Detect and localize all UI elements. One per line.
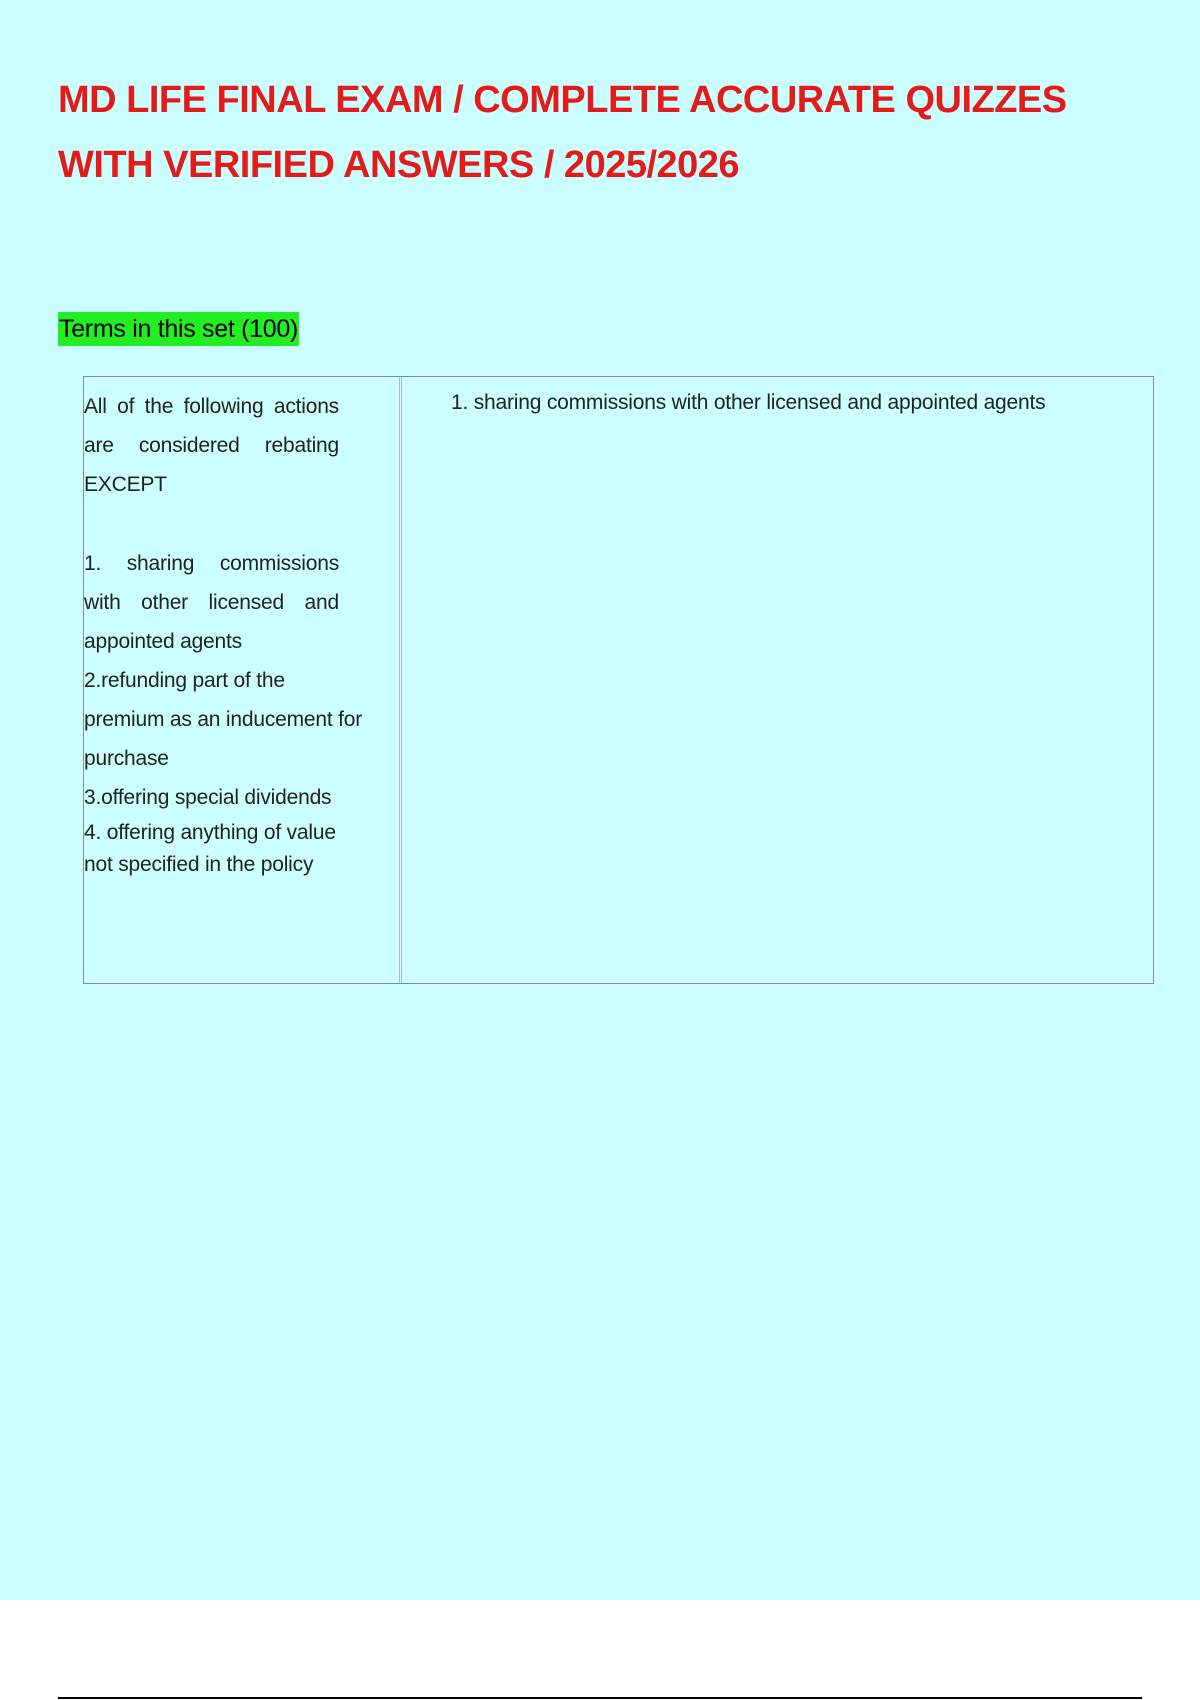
spacer — [84, 504, 399, 544]
answer-text: 1. sharing commissions with other licensed and appointed agents — [451, 391, 1046, 414]
answer-cell — [402, 377, 1153, 983]
terms-count-label: Terms in this set (100) — [58, 312, 299, 346]
footer-divider — [58, 1697, 1142, 1699]
flashcard-table — [83, 376, 1154, 984]
question-cell — [84, 377, 402, 983]
option-2: 2.refunding part of the premium as an inducement for purchase — [84, 669, 363, 770]
document-title: MD LIFE FINAL EXAM / COMPLETE ACCURATE QUIZZES WITH VERIFIED ANSWERS / 2025/2026 — [58, 79, 1067, 186]
option-3: 3.offering special dividends — [84, 786, 332, 809]
question-text: All of the following actions are considered rebating EXCEPT — [84, 395, 339, 496]
option-4: 4. offering anything of value not specified in the policy — [84, 821, 336, 876]
option-1: 1. sharing commissions with other licensed and appointed agents — [84, 552, 339, 653]
